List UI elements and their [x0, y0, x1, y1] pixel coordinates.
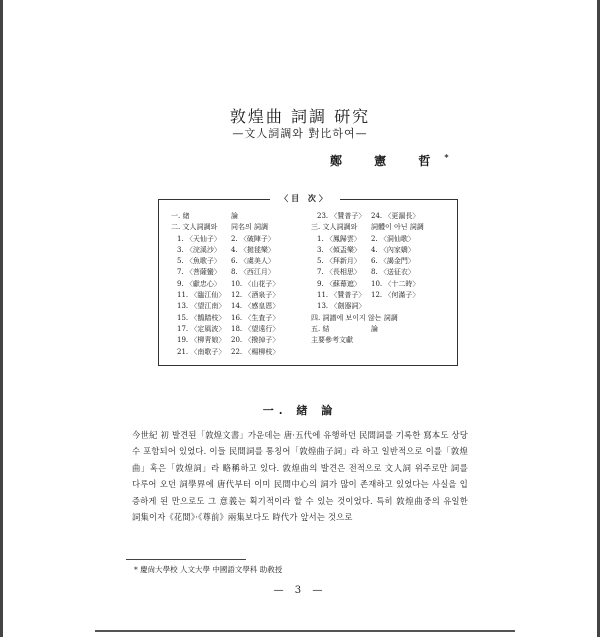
toc-left-column [171, 211, 311, 358]
toc-entry-label: 4. 〈拋毬樂〉 [231, 245, 275, 254]
toc-entry [171, 347, 311, 358]
toc-entry-label: 23. 〈贊普子〉 [317, 212, 366, 220]
toc-entry-label: 詞體이 아닌 詞調 [371, 223, 424, 232]
toc-entry-label: 論 [231, 212, 238, 220]
toc-entry-label: 11. 〈贊普子〉 [317, 291, 366, 300]
toc-entry [171, 245, 311, 256]
toc-entry-label: 2. 〈破陣子〉 [231, 234, 275, 243]
toc-right-column [311, 211, 451, 347]
toc-entry-label: 2. 〈洞仙歌〉 [371, 234, 415, 243]
toc-entry-label: 13. 〈望江南〉 [177, 302, 226, 311]
article-subtitle: —文人詞調와 對比하여— [232, 127, 368, 140]
toc-entry-label: 18. 〈望遠行〉 [231, 324, 280, 333]
footnote-divider [126, 559, 246, 560]
toc-entry-label: 1. 〈天仙子〉 [177, 234, 221, 243]
toc-entry [311, 313, 451, 324]
toc-entry-label: 三. 文人詞調와 [311, 223, 358, 232]
toc-entry-label: 15. 〈鵲踏枝〉 [177, 313, 226, 322]
article-title: 敦煌曲 詞調 硏究 [229, 107, 371, 126]
toc-entry [311, 279, 451, 290]
section-heading: 一. 緖 論 [262, 404, 338, 417]
toc-entry-label: 21. 〈南歌子〉 [177, 347, 226, 356]
toc-entry-label: 同名의 詞調 [231, 223, 268, 232]
toc-entry-label: 3. 〈傾盃樂〉 [317, 245, 361, 254]
toc-entry-label: 19. 〈柳靑娘〉 [177, 336, 226, 345]
toc-entry [171, 313, 311, 324]
toc-entry-label: 7. 〈菩薩蠻〉 [177, 268, 221, 277]
toc-entry-label: 10. 〈山花子〉 [231, 279, 280, 288]
toc-entry [311, 222, 451, 233]
toc-entry-label: 10. 〈十二時〉 [371, 279, 420, 288]
toc-entry-label: 9. 〈獻忠心〉 [177, 279, 221, 288]
toc-entry [311, 267, 451, 278]
toc-entry-label: 5. 〈拜新月〉 [317, 257, 361, 266]
toc-entry [311, 290, 451, 301]
toc-entry [171, 234, 311, 245]
toc-entry-label: 主要參考文獻 [311, 336, 353, 345]
toc-entry [171, 211, 311, 222]
scan-left-edge [0, 0, 3, 637]
toc-entry [311, 335, 451, 346]
toc-entry [171, 222, 311, 233]
toc-entry [171, 256, 311, 267]
toc-entry-label: 17. 〈定風波〉 [177, 324, 226, 333]
toc-entry [171, 267, 311, 278]
toc-entry-label: 7. 〈長相思〉 [317, 268, 361, 277]
toc-entry-label: 5. 〈魚歌子〉 [177, 257, 221, 266]
toc-entry-label: 24. 〈更漏長〉 [371, 212, 420, 220]
toc-entry-label: 二. 文人詞調와 [171, 223, 218, 232]
toc-heading: 〈目 次〉 [270, 193, 340, 204]
body-text [132, 427, 468, 525]
footnote: * 慶尙大學校 人文大學 中國語文學科 助敎授 [134, 565, 283, 574]
toc-entry-label: 論 [371, 324, 378, 333]
author-footnote-mark: * [444, 152, 449, 162]
toc-entry-label: 9. 〈蘇幕遮〉 [317, 279, 361, 288]
toc-entry-label: 1. 〈鳳歸雲〉 [317, 234, 361, 243]
toc-entry-label: 四. 詞譜에 보이지 않는 詞調 [311, 313, 398, 322]
toc-entry [311, 245, 451, 256]
toc-entry-label: 11. 〈臨江仙〉 [177, 291, 226, 300]
toc-entry-label: 12. 〈何滿子〉 [371, 291, 420, 300]
toc-entry-label: 12. 〈酒泉子〉 [231, 291, 280, 300]
toc-entry-label: 五. 結 [311, 324, 330, 333]
toc-entry [171, 301, 311, 312]
toc-entry-label: 8. 〈送征衣〉 [371, 268, 415, 277]
toc-entry [311, 234, 451, 245]
toc-entry-label: 6. 〈謁金門〉 [371, 257, 415, 266]
toc-entry-label: 一. 緖 [171, 212, 190, 220]
toc-entry [311, 301, 451, 312]
author-name [330, 152, 449, 169]
toc-entry [171, 279, 311, 290]
toc-entry [311, 324, 451, 335]
toc-entry-label: 3. 〈浣溪沙〉 [177, 245, 221, 254]
toc-entry [171, 290, 311, 301]
toc-entry-label: 4. 〈內家嬌〉 [371, 245, 415, 254]
toc-entry [311, 256, 451, 267]
toc-entry-label: 22. 〈楊柳枝〉 [231, 347, 280, 356]
toc-entry-label: 6. 〈虞美人〉 [231, 257, 275, 266]
toc-entry-label: 16. 〈生査子〉 [231, 313, 280, 322]
page-number: — 3 — [273, 585, 327, 596]
author-text: 鄭 憲 哲 [330, 154, 445, 168]
toc-entry-label: 14. 〈感皇恩〉 [231, 302, 280, 311]
toc-entry-label: 13. 〈劍器詞〉 [317, 302, 366, 311]
toc-entry [171, 335, 311, 346]
toc-entry [311, 211, 451, 222]
body-paragraph: 今世紀 初 발견된「敦煌文書」가운데는 唐·五代에 유행하던 民間詞를 기록한 寫本도 상당수 포함되어 있었다. 이들 民間詞를 통칭어「敦煌曲子詞」라 하고 일반적으로 이를「敦煌曲」혹은「敦煌詞」라 略稱하고 있다. 敦煌曲의 발견은 전적으로 文人詞 위주로만 詞를 다루어 오던 詞學界에 唐代부터 이미 民間中心의 詞가 많이 존재하고 있었다는 사실을 입증하게 된 만으로도 그 意義는 획기적이라 할 수 있는 것이었다. 특히 敦煌曲중의 유일한 詞集이자《花間》·《尊前》兩集보다도 時代가 앞서는 것으로 [132, 430, 468, 523]
toc-entry-label: 20. 〈撥掉子〉 [231, 336, 280, 345]
toc-entry [171, 324, 311, 335]
scan-bottom-edge [95, 630, 515, 632]
toc-entry-label: 8. 〈西江月〉 [231, 268, 275, 277]
